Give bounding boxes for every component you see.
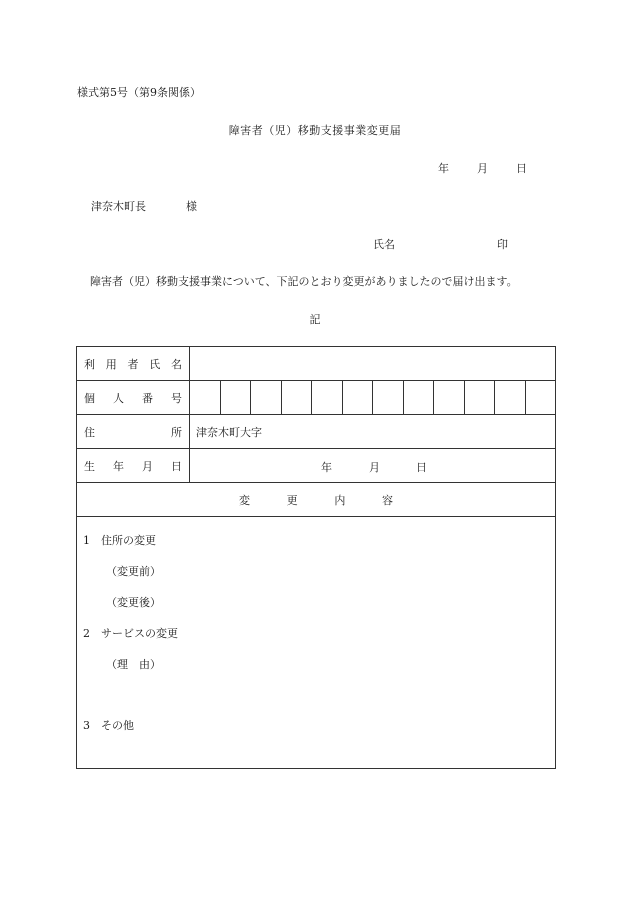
body-text: 障害者（児）移動支援事業について、下記のとおり変更がありましたので届け出ます。 <box>90 275 518 288</box>
row-user-name-label <box>77 347 190 380</box>
header-char: 容 <box>381 493 393 507</box>
applicant-line <box>373 236 508 252</box>
digit-box[interactable] <box>526 381 556 414</box>
label-char: 利 <box>84 357 95 371</box>
change-item-reason: （理 由） <box>106 658 161 671</box>
label-char: 生 <box>84 459 95 473</box>
change-item-other: 3 その他 <box>83 719 134 732</box>
addressee-name: 津奈木町長 <box>91 200 146 213</box>
header-char: 内 <box>334 493 346 507</box>
digit-box[interactable] <box>221 381 252 414</box>
label-char: 者 <box>127 357 139 371</box>
birth-day-label: 日 <box>416 461 427 474</box>
row-address-label <box>77 415 190 448</box>
digit-box[interactable] <box>312 381 343 414</box>
digit-box[interactable] <box>434 381 465 414</box>
digit-box[interactable] <box>404 381 435 414</box>
row-personal-number <box>77 381 555 415</box>
row-change-header <box>77 483 555 517</box>
row-personal-number-label <box>77 381 190 414</box>
label-char: 年 <box>113 459 124 473</box>
personal-number-digit-boxes <box>190 381 555 414</box>
date-month-label: 月 <box>477 162 488 175</box>
row-birth-date <box>77 449 555 483</box>
addressee-honorific: 様 <box>186 200 197 213</box>
date-line <box>438 160 527 176</box>
digit-box[interactable] <box>373 381 404 414</box>
address-field[interactable] <box>190 415 555 448</box>
change-content-body[interactable] <box>77 517 555 768</box>
digit-box[interactable] <box>495 381 526 414</box>
label-char: 番 <box>142 391 153 405</box>
header-char: 変 <box>239 493 250 507</box>
label-char: 所 <box>171 425 182 439</box>
applicant-seal-mark: 印 <box>497 238 508 251</box>
label-char: 日 <box>171 459 182 473</box>
change-content-header <box>77 483 555 516</box>
digit-box[interactable] <box>343 381 374 414</box>
label-char: 氏 <box>149 357 161 371</box>
personal-number-field <box>190 381 555 414</box>
birth-date-field[interactable] <box>190 449 555 482</box>
form-code: 様式第5号（第9条関係） <box>77 86 201 99</box>
label-char: 月 <box>142 459 153 473</box>
user-name-field[interactable] <box>190 347 555 380</box>
change-item-service: 2 サービスの変更 <box>83 627 178 640</box>
date-day-label: 日 <box>516 162 527 175</box>
digit-box[interactable] <box>190 381 221 414</box>
address-prefix: 津奈木町大字 <box>196 425 262 439</box>
addressee <box>91 198 197 214</box>
birth-month-label: 月 <box>369 461 380 474</box>
row-birth-date-label <box>77 449 190 482</box>
header-char: 更 <box>286 493 298 507</box>
applicant-name-label: 氏名 <box>373 238 395 251</box>
change-item-address: 1 住所の変更 <box>83 534 156 547</box>
label-char: 名 <box>171 357 182 371</box>
label-char: 号 <box>171 391 182 405</box>
row-user-name <box>77 347 555 381</box>
birth-year-label: 年 <box>321 461 332 474</box>
label-char: 用 <box>105 357 117 371</box>
digit-box[interactable] <box>251 381 282 414</box>
document-title: 障害者（児）移動支援事業変更届 <box>228 124 402 137</box>
digit-box[interactable] <box>282 381 313 414</box>
digit-box[interactable] <box>465 381 496 414</box>
record-label: 記 <box>309 313 321 326</box>
label-char: 個 <box>84 391 95 405</box>
change-item-before: （変更前） <box>106 565 161 578</box>
label-char: 住 <box>84 425 95 439</box>
row-address <box>77 415 555 449</box>
change-item-after: （変更後） <box>106 596 161 609</box>
date-year-label: 年 <box>438 162 449 175</box>
form-table <box>76 346 556 769</box>
label-char: 人 <box>113 391 124 405</box>
